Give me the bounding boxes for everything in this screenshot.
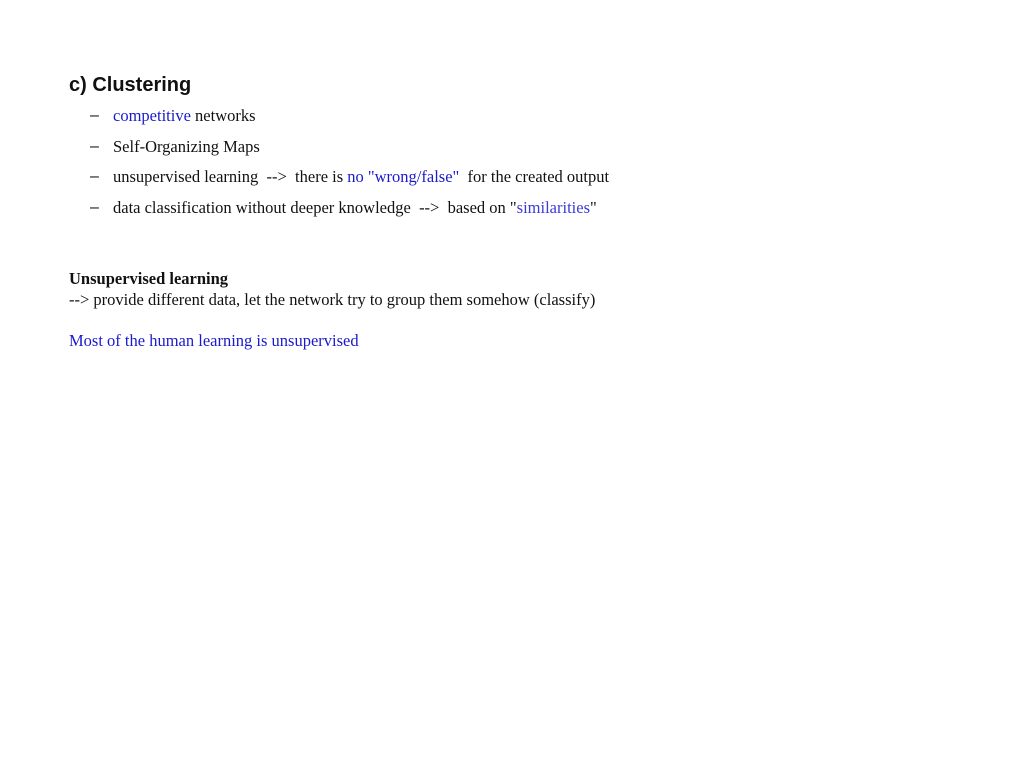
plain-text: for the created output [459, 167, 610, 186]
bullet-text [113, 196, 597, 220]
bullet-text [113, 135, 260, 159]
slide-heading: c) Clustering [69, 74, 192, 96]
plain-text: Self-Organizing Maps [113, 136, 260, 156]
bullet-dash-icon: – [90, 198, 99, 216]
unsupervised-section [69, 268, 595, 310]
bullet-dash-icon: – [90, 137, 99, 155]
section-title: Unsupervised learning [69, 269, 229, 288]
highlight-text: similarities [516, 197, 590, 217]
plain-text: unsupervised learning --> there is [113, 167, 348, 186]
bullet-text [113, 165, 609, 189]
plain-text: data classification without deeper knowledge --> based on " [113, 197, 517, 217]
plain-text: " [590, 197, 597, 217]
bullet-text [113, 104, 256, 128]
plain-text: networks [190, 106, 256, 125]
highlight-text: no "wrong/false" [347, 167, 460, 186]
highlight-note: Most of the human learning is unsupervised [69, 331, 359, 350]
bullet-dash-icon: – [90, 107, 99, 124]
section-description: --> provide different data, let the network try to group them somehow (classify) [69, 290, 596, 309]
bullet-dash-icon: – [90, 168, 99, 185]
highlight-text: competitive [113, 106, 191, 125]
